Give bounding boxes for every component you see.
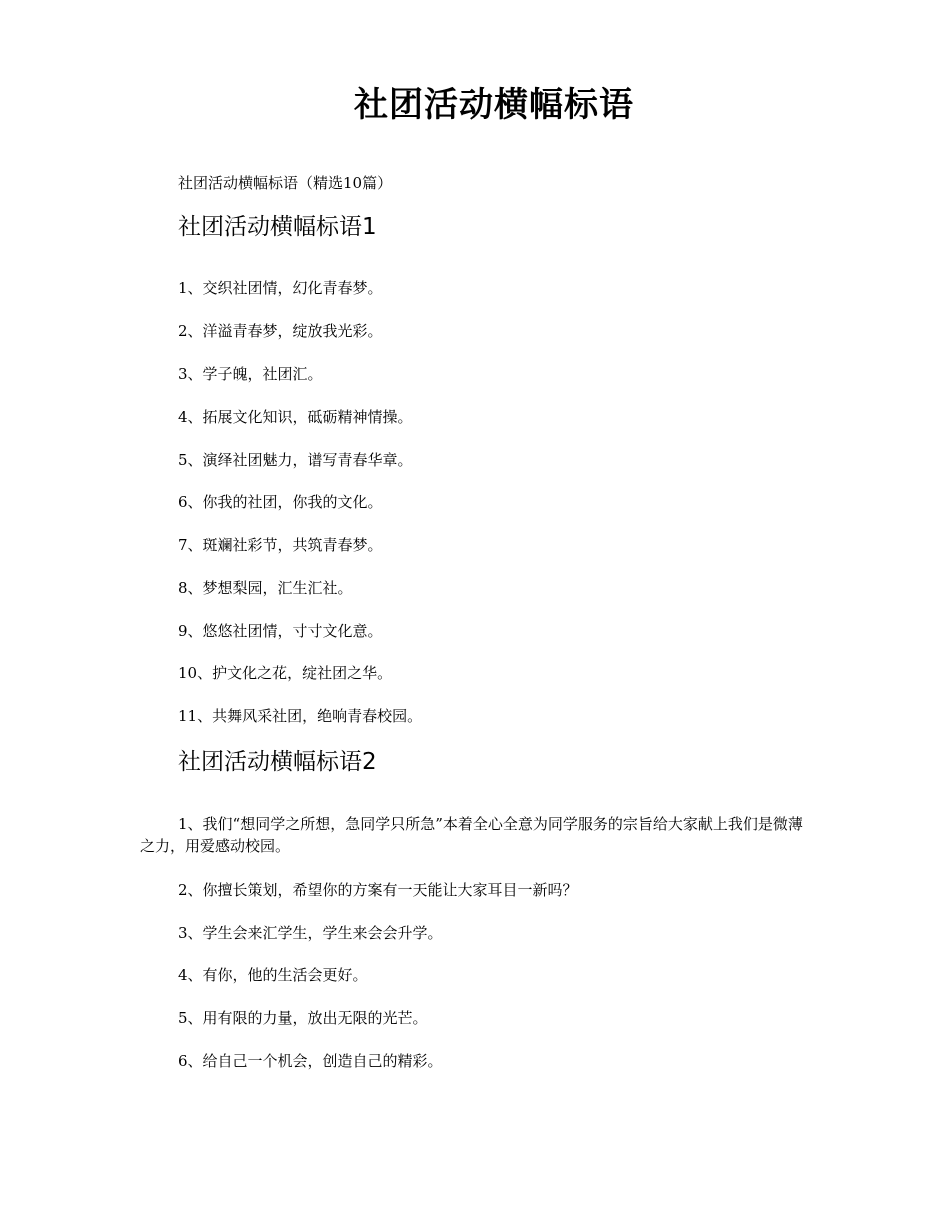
list-item: 9、悠悠社团情，寸寸文化意。 — [178, 622, 383, 640]
list-item: 8、梦想梨园，汇生汇社。 — [178, 579, 353, 597]
list-item: 3、学子魄，社团汇。 — [178, 365, 323, 383]
list-item: 6、你我的社团，你我的文化。 — [178, 493, 383, 511]
list-item: 5、用有限的力量，放出无限的光芒。 — [178, 1009, 428, 1027]
list-item: 1、我们“想同学之所想，急同学只所急”本着全心全意为同学服务的宗旨给大家献上我们是微薄之力，用爱感动校园。 — [140, 815, 803, 855]
list-item: 11、共舞风采社团，绝响青春校园。 — [178, 707, 423, 725]
list-item: 4、拓展文化知识，砥砺精神情操。 — [178, 408, 413, 426]
list-item: 10、护文化之花，绽社团之华。 — [178, 664, 393, 682]
list-item: 4、有你，他的生活会更好。 — [178, 966, 368, 984]
list-item: 2、洋溢青春梦，绽放我光彩。 — [178, 322, 383, 340]
list-item: 2、你擅长策划，希望你的方案有一天能让大家耳目一新吗？ — [178, 881, 578, 899]
list-item: 7、斑斓社彩节，共筑青春梦。 — [178, 536, 383, 554]
list-item: 5、演绎社团魅力，谱写青春华章。 — [178, 451, 413, 469]
section-heading-1: 社团活动横幅标语1 — [178, 214, 377, 240]
section-heading-2: 社团活动横幅标语2 — [178, 749, 377, 775]
list-item: 1、交织社团情，幻化青春梦。 — [178, 279, 383, 297]
list-item: 6、给自己一个机会，创造自己的精彩。 — [178, 1052, 443, 1070]
document-title: 社团活动横幅标语 — [354, 85, 634, 125]
document-subtitle: 社团活动横幅标语（精选10篇） — [178, 174, 393, 192]
list-item: 3、学生会来汇学生，学生来会会升学。 — [178, 924, 443, 942]
